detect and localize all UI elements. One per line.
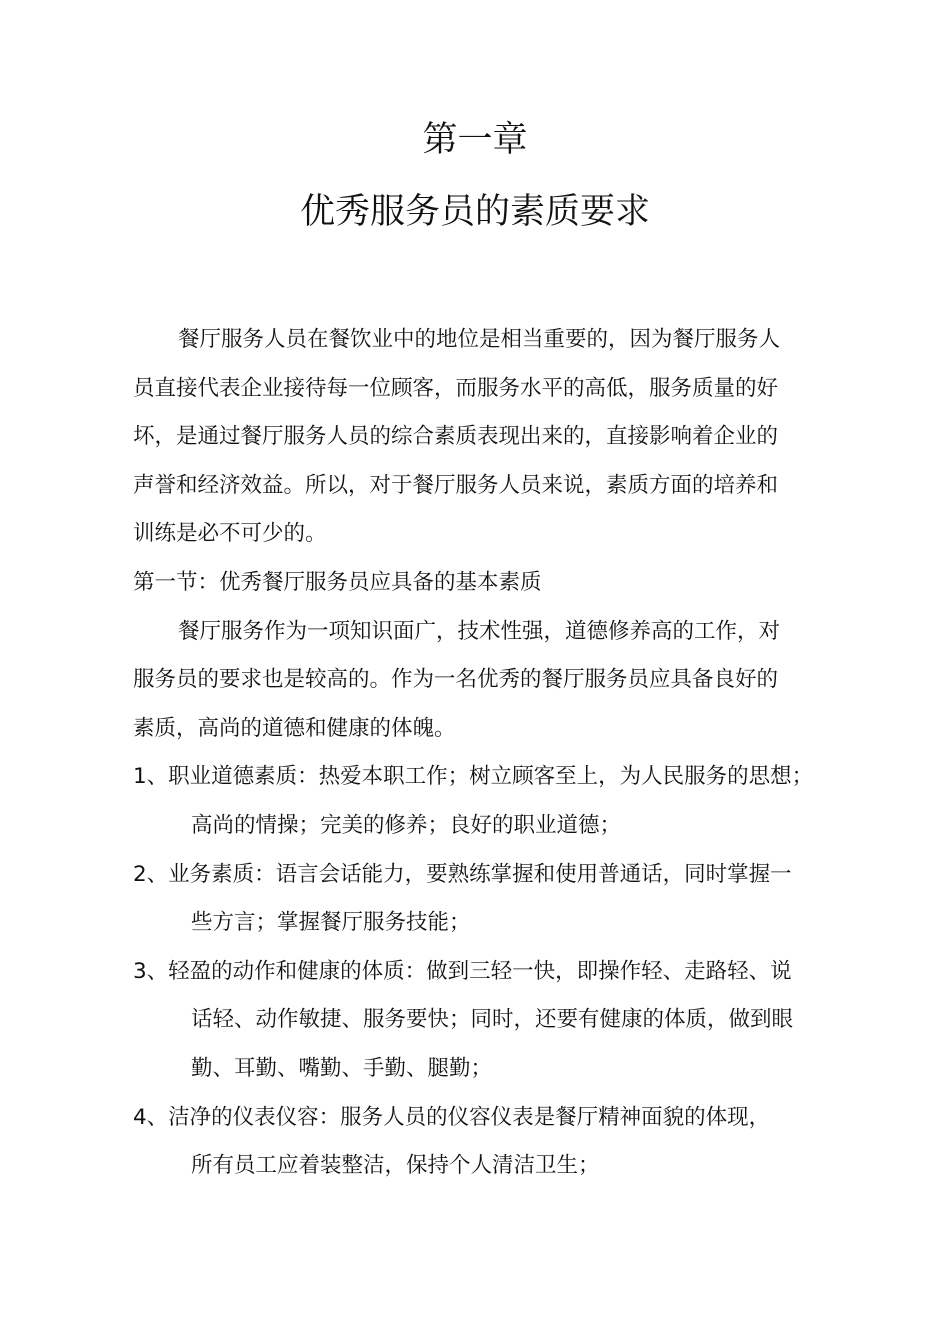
section-heading: 第一节：优秀餐厅服务员应具备的基本素质 bbox=[133, 569, 542, 595]
paragraph-line: 餐厅服务人员在餐饮业中的地位是相当重要的，因为餐厅服务人 bbox=[178, 327, 781, 352]
document-title: 优秀服务员的素质要求 bbox=[299, 192, 650, 232]
paragraph-line: 素质，高尚的道德和健康的体魄。 bbox=[133, 715, 456, 741]
paragraph-line: 餐厅服务作为一项知识面广，技术性强，道德修养高的工作，对 bbox=[178, 618, 781, 644]
list-item-continuation: 所有员工应着装整洁，保持个人清洁卫生； bbox=[191, 1153, 600, 1179]
list-item-continuation: 话轻、动作敏捷、服务要快；同时，还要有健康的体质，做到眼 bbox=[191, 1007, 794, 1033]
list-item-line: 3、轻盈的动作和健康的体质：做到三轻一快，即操作轻、走路轻、说 bbox=[133, 958, 792, 984]
paragraph-line: 员直接代表企业接待每一位顾客，而服务水平的高低，服务质量的好 bbox=[133, 375, 779, 401]
list-item-line: 1、职业道德素质：热爱本职工作；树立顾客至上，为人民服务的思想； bbox=[133, 764, 814, 790]
list-item-continuation: 高尚的情操；完美的修养；良好的职业道德； bbox=[191, 812, 622, 838]
paragraph-line: 声誉和经济效益。所以，对于餐厅服务人员来说，素质方面的培养和 bbox=[133, 472, 779, 498]
list-item-continuation: 些方言；掌握餐厅服务技能； bbox=[191, 910, 471, 936]
paragraph-line: 坏，是通过餐厅服务人员的综合素质表现出来的，直接影响着企业的 bbox=[133, 424, 779, 450]
paragraph-line: 服务员的要求也是较高的。作为一名优秀的餐厅服务员应具备良好的 bbox=[133, 667, 779, 693]
list-item-line: 4、洁净的仪表仪容：服务人员的仪容仪表是餐厅精神面貌的体现， bbox=[133, 1104, 771, 1130]
list-item-continuation: 勤、耳勤、嘴勤、手勤、腿勤； bbox=[191, 1055, 493, 1081]
body-text bbox=[133, 316, 833, 1191]
chapter-heading: 第一章 bbox=[422, 120, 528, 160]
paragraph-line: 训练是必不可少的。 bbox=[133, 521, 327, 547]
list-item-line: 2、业务素质：语言会话能力，要熟练掌握和使用普通话，同时掌握一 bbox=[133, 861, 792, 887]
